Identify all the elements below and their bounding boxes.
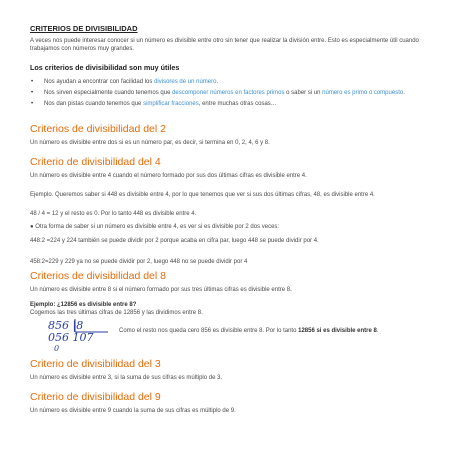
list-item <box>30 78 425 86</box>
bullet-icon: • <box>31 90 34 96</box>
paragraph-4-example-448: 448:2 =224 y 224 también se puede dividir por 2 porque acaba en cifra par, luego 448 se puede dividir por 4. <box>30 238 319 244</box>
bullet-text: Nos dan pistas cuando tenemos que <box>44 101 144 107</box>
heading-divisibility-8: Criterios de divisibilidad del 8 <box>30 270 166 282</box>
link-factores-primos[interactable]: descomponer números en factores primos <box>172 90 285 96</box>
conclusion-text: Como el resto nos queda cero 856 es divisible entre 8. Por lo tanto <box>119 328 299 334</box>
paragraph-divisibility-2: Un número es divisible entre dos si es un número par, es decir, si termina en 0, 2, 4, 6 y 8. <box>30 140 270 146</box>
paragraph-4-rule: Un número es divisible entre 4 cuando el número formado por sus dos últimas cifras es divisible entre 4. <box>30 173 307 179</box>
link-divisores[interactable]: divisores de un número <box>154 79 217 85</box>
link-primo-compuesto[interactable]: número es primo o compuesto <box>322 90 404 96</box>
paragraph-8-rule: Un número es divisible entre 8 si el número formado por sus tres últimas cifras es divisible entre 8. <box>30 287 292 293</box>
bullet-text: . <box>216 79 219 85</box>
document-page <box>30 0 425 453</box>
bullet-text: , entre muchas otras cosas… <box>198 101 277 107</box>
page-title: CRITERIOS DE DIVISIBILIDAD <box>30 24 138 33</box>
hand-line-1: 856 |8 <box>48 319 84 332</box>
paragraph-divisibility-3: Un número es divisible entre 3, si la suma de sus cifras es múltiplo de 3. <box>30 375 223 381</box>
paragraph-8-conclusion <box>119 327 425 335</box>
list-item <box>30 89 425 97</box>
paragraph-4-result: 48 / 4 = 12 y el resto es 0. Por lo tanto 448 es divisible entre 4. <box>30 211 197 217</box>
paragraph-8-example-question: Ejemplo: ¿12856 es divisible entre 8? <box>30 302 137 308</box>
bullet-icon: • <box>31 79 34 85</box>
paragraph-8-example-step: Cogemos las tres últimas cifras de 12856 y las dividimos entre 8. <box>30 310 203 316</box>
paragraph-4-other-way: ● Otra forma de saber si un número es divisible entre 4, es ver si es divisible por 2 dos veces: <box>30 224 280 230</box>
bullet-list <box>30 78 425 111</box>
paragraph-divisibility-9: Un número es divisible entre 9 cuando la suma de sus cifras es múltiplo de 9. <box>30 408 236 414</box>
bullet-text: Nos ayudan a encontrar con facilidad los <box>44 79 155 85</box>
conclusion-bold: 12856 si es divisible entre 8 <box>298 328 377 334</box>
heading-divisibility-3: Criterio de divisibilidad del 3 <box>30 358 161 370</box>
conclusion-end: . <box>376 328 379 334</box>
useful-heading: Los criterios de divisibilidad son muy útiles <box>30 63 180 72</box>
hand-line-3: 0 <box>54 344 60 352</box>
bullet-text: Nos sirven especialmente cuando tenemos que <box>44 90 173 96</box>
intro-paragraph: A veces nos puede interesar conocer si un número es divisible entre otro sin tener que realizar la división entre. Esto es especialmente útil cuando trabajamos con números muy grandes. <box>30 38 419 52</box>
handwritten-division-image <box>46 318 110 352</box>
bullet-text: o saber si un <box>284 90 323 96</box>
paragraph-4-example-458: 458:2=229 y 229 ya no se puede dividir por 2, luego 448 no se puede dividir por 4 <box>30 259 248 265</box>
bullet-icon: • <box>31 101 34 107</box>
heading-divisibility-4: Criterio de divisibilidad del 4 <box>30 156 161 168</box>
link-simplificar-fracciones[interactable]: simplificar fracciones <box>143 101 199 107</box>
heading-divisibility-2: Criterios de divisibilidad del 2 <box>30 123 166 135</box>
paragraph-4-example: Ejemplo. Queremos saber si 448 es divisible entre 4, por lo que tenemos que ver si sus dos últimas cifras, 48, es divisible entre 4. <box>30 192 375 198</box>
hand-line-2: 056 107 <box>48 331 94 344</box>
bullet-text: . <box>403 90 405 96</box>
heading-divisibility-9: Criterio de divisibilidad del 9 <box>30 391 161 403</box>
list-item <box>30 100 425 108</box>
